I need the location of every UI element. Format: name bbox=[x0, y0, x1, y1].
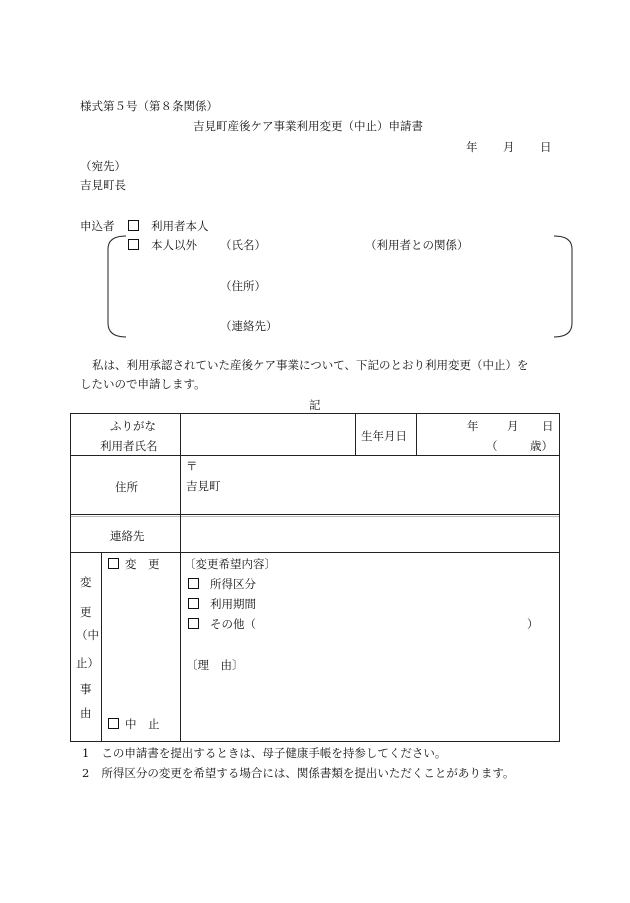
birth-day: 日 bbox=[542, 419, 554, 433]
checkbox-icon[interactable] bbox=[108, 558, 119, 569]
checkbox-icon[interactable] bbox=[188, 618, 199, 629]
note-number: 1 bbox=[82, 746, 90, 760]
option-change[interactable]: 変 更 bbox=[108, 556, 160, 572]
checkbox-icon[interactable] bbox=[108, 718, 119, 729]
age-close: 歳） bbox=[530, 439, 553, 453]
reason-char-2: 更 bbox=[80, 605, 92, 619]
reason-char-6: 由 bbox=[80, 706, 92, 720]
ki-label: 記 bbox=[309, 398, 321, 412]
reason-char-4: 止） bbox=[76, 656, 99, 670]
left-parenthesis-curve bbox=[104, 235, 144, 339]
option-stop[interactable]: 中 止 bbox=[108, 716, 160, 732]
statement-line1: 私は、利用承認されていた産後ケア事業について、下記のとおり利用変更（中止）を bbox=[92, 358, 529, 372]
reason-char-1: 変 bbox=[80, 575, 92, 589]
contact-label: 連絡先 bbox=[110, 529, 145, 543]
address-label: 住所 bbox=[115, 480, 138, 494]
birth-year: 年 bbox=[467, 419, 479, 433]
reason-char-5: 事 bbox=[80, 682, 92, 696]
statement-line2: したいので申請します。 bbox=[80, 377, 206, 391]
checkbox-icon[interactable] bbox=[188, 578, 199, 589]
addressee-name: 吉見町長 bbox=[80, 178, 126, 192]
note-1 bbox=[82, 745, 446, 761]
right-parenthesis-curve bbox=[540, 235, 580, 339]
checkbox-icon[interactable] bbox=[188, 598, 199, 609]
user-name-field[interactable] bbox=[182, 416, 354, 454]
form-title: 吉見町産後ケア事業利用変更（中止）申請書 bbox=[193, 119, 423, 133]
note-text: この申請書を提出するときは、母子健康手帳を持参してください。 bbox=[101, 746, 447, 760]
reason-field[interactable] bbox=[182, 675, 558, 739]
applicant-address-label: （住所） bbox=[220, 279, 266, 293]
applicant-name-label: （氏名） bbox=[220, 238, 266, 252]
reason-char-3: （中 bbox=[76, 628, 99, 642]
applicant-relation-label: （利用者との関係） bbox=[365, 238, 469, 252]
note-text: 所得区分の変更を希望する場合には、関係書類を提出いただくことがあります。 bbox=[101, 766, 515, 780]
note-2 bbox=[82, 765, 514, 781]
applicant-option-other[interactable]: 本人以外 bbox=[128, 237, 197, 253]
item-usage-period[interactable]: 利用期間 bbox=[188, 596, 256, 612]
other-close: ） bbox=[527, 617, 539, 631]
change-content-label: 〔変更希望内容〕 bbox=[184, 557, 276, 571]
date-year: 年 bbox=[466, 140, 478, 154]
postal-mark: 〒 bbox=[186, 459, 198, 473]
user-name-label: 利用者氏名 bbox=[100, 439, 158, 453]
date-month: 月 bbox=[503, 140, 515, 154]
item-other[interactable]: その他（ bbox=[188, 616, 256, 632]
form-number: 様式第５号（第８条関係） bbox=[80, 99, 218, 113]
note-number: 2 bbox=[82, 766, 90, 780]
addressee-label: （宛先） bbox=[80, 159, 126, 173]
address-value[interactable]: 吉見町 bbox=[186, 479, 221, 493]
applicant-label: 申込者 bbox=[80, 219, 115, 233]
date-day: 日 bbox=[540, 140, 552, 154]
contact-field[interactable] bbox=[182, 518, 558, 550]
age-open: （ bbox=[486, 439, 498, 453]
reason-label: 〔理 由〕 bbox=[186, 658, 244, 672]
birth-month: 月 bbox=[507, 419, 519, 433]
birthdate-label: 生年月日 bbox=[361, 429, 407, 443]
checkbox-icon[interactable] bbox=[128, 220, 139, 231]
applicant-option-self[interactable]: 利用者本人 bbox=[128, 218, 209, 234]
applicant-contact-label: （連絡先） bbox=[220, 319, 278, 333]
furigana-label: ふりがな bbox=[110, 419, 156, 433]
item-income-class[interactable]: 所得区分 bbox=[188, 576, 256, 592]
